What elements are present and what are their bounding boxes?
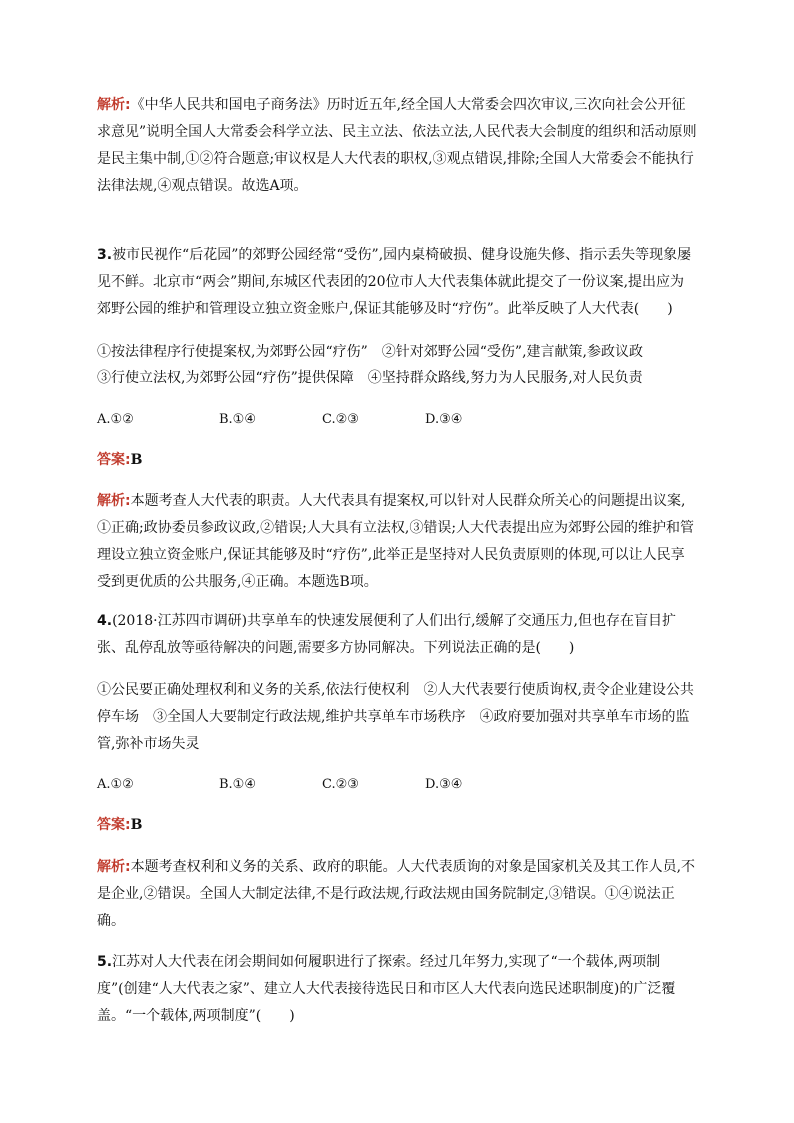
question-4-analysis <box>97 854 697 935</box>
question-3-item-line-1: ①按法律程序行使提案权,为郊野公园“疗伤” ②针对郊野公园“受伤”,建言献策,参政议政 <box>97 344 643 360</box>
option-b[interactable]: B.①④ <box>219 412 256 427</box>
option-c[interactable]: C.②③ <box>322 412 359 427</box>
answer-value: B <box>130 817 143 833</box>
answer-value: B <box>130 452 143 468</box>
question-number: 4. <box>97 613 113 629</box>
analysis-text: 本题考查权利和义务的关系、政府的职能。人大代表质询的对象是国家机关及其工作人员,不是企业,②错误。全国人大制定法律,不是行政法规,行政法规由国务院制定,③错误。①④说法正确。 <box>97 859 696 929</box>
question-number: 5. <box>97 954 113 970</box>
answer-label: 答案: <box>97 452 131 468</box>
question-4-options <box>97 773 697 797</box>
question-3-stem <box>97 242 697 323</box>
question-4-answer <box>97 812 697 839</box>
question-3-item-line-2: ③行使立法权,为郊野公园“疗伤”提供保障 ④坚持群众路线,努力为人民服务,对人民负责 <box>97 370 643 386</box>
analysis-label: 解析: <box>97 97 131 113</box>
option-a[interactable]: A.①② <box>97 777 134 792</box>
option-a[interactable]: A.①② <box>97 412 134 427</box>
analysis-label: 解析: <box>97 493 131 509</box>
analysis-text: 《中华人民共和国电子商务法》历时近五年,经全国人大常委会四次审议,三次向社会公开征求意见”说明全国人大常委会科学立法、民主立法、依法立法,人民代表大会制度的组织和活动原则是民主集中制,①②符合题意;审议权是人大代表的职权,③观点错误,排除;全国人大常委会不能执行法律法规,④观点错误。故选A项。 <box>97 97 697 194</box>
option-d[interactable]: D.③④ <box>425 777 463 792</box>
option-b[interactable]: B.①④ <box>219 777 256 792</box>
question-text: 江苏对人大代表在闭会期间如何履职进行了探索。经过几年努力,实现了“一个载体,两项制度”(创建“人大代表之家”、建立人大代表接待选民日和市区人大代表向选民述职制度)的广泛覆盖。“一个载体,两项制度”( ) <box>97 954 676 1024</box>
analysis-label: 解析: <box>97 859 131 875</box>
analysis-text: 本题考查人大代表的职责。人大代表具有提案权,可以针对人民群众所关心的问题提出议案,①正确;政协委员参政议政,②错误;人大具有立法权,③错误;人大代表提出应为郊野公园的维护和管理设立独立资金账户,保证其能够及时“疗伤”,此举正是坚持对人民负责原则的体现,可以让人民享受到更优质的公共服务,④正确。本题选B项。 <box>97 493 695 590</box>
question-text: 被市民视作“后花园”的郊野公园经常“受伤”,园内桌椅破损、健身设施失修、指示丢失等现象屡见不鲜。北京市“两会”期间,东城区代表团的20位市人大代表集体就此提交了一份议案,提出应为郊野公园的维护和管理设立独立资金账户,保证其能够及时“疗伤”。此举反映了人大代表( ) <box>97 247 692 317</box>
question-4-stem <box>97 608 697 662</box>
option-d[interactable]: D.③④ <box>425 412 463 427</box>
question-text: (2018·江苏四市调研)共享单车的快速发展便利了人们出行,缓解了交通压力,但也存在盲目扩张、乱停乱放等亟待解决的问题,需要多方协同解决。下列说法正确的是( ) <box>97 613 676 656</box>
question-3-answer <box>97 447 697 474</box>
question-3-analysis <box>97 488 697 596</box>
analysis-block-q2 <box>97 92 697 200</box>
question-5-stem <box>97 949 697 1030</box>
question-3-options <box>97 408 697 432</box>
option-c[interactable]: C.②③ <box>322 777 359 792</box>
answer-label: 答案: <box>97 817 131 833</box>
question-number: 3. <box>97 247 113 263</box>
question-4-items: ①公民要正确处理权利和义务的关系,依法行使权利 ②人大代表要行使质询权,责令企业建设公共停车场 ③全国人大要制定行政法规,维护共享单车市场秩序 ④政府要加强对共享单车市场的监管,弥补市场失灵 <box>97 682 694 752</box>
